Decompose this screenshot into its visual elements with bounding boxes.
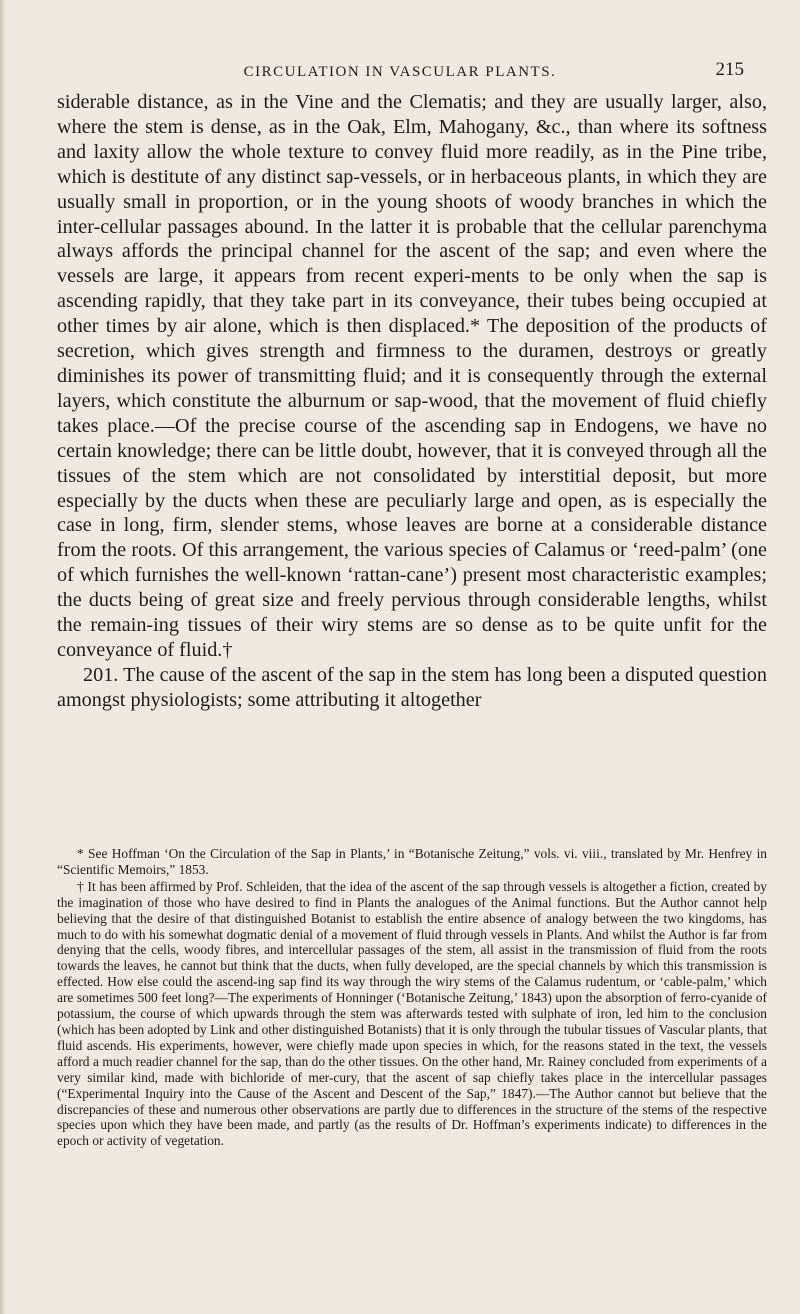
running-head: CIRCULATION IN VASCULAR PLANTS. bbox=[243, 64, 557, 80]
section-201-paragraph: 201. The cause of the ascent of the sap in the stem has long been a disputed question amongst physiologists; some attributing it altogether bbox=[57, 663, 767, 711]
page-header bbox=[0, 59, 800, 84]
footnote-dagger: † It has been affirmed by Prof. Schleiden, that the idea of the ascent of the sap through vessels is altogether a fiction, created by the imagination of those who have desired to find in Plants the analogues of the Animal functions. But the Author cannot help believing that the desire of that distinguished Botanist to establish the entire absence of analogy between the two kingdoms, has much to do with his somewhat dogmatic denial of a movement of fluid through vessels in Plants. And whilst the Author is far from denying that the cells, woody fibres, and intercellular passages of the stem, all assist in the transmission of fluid from the roots towards the leaves, he cannot but think that the ducts, when fully developed, are the special channels by which this transmission is effected. How else could the ascend-ing sap find its way through the wiry stems of the Calamus rudentum, or ‘cable-palm,’ which are sometimes 500 feet long?—The experiments of Honninger (‘Botanische Zeitung,’ 1843) upon the absorption of ferro-cyanide of potassium, the course of which upwards through the stem was afterwards tested with sulphate of iron, led him to the conclusion (which has been adopted by Link and other distinguished Botanists) that it is only through the tubular tissues of Vascular plants, that fluid ascends. His experiments, however, were chiefly made upon species in which, for the reasons stated in the text, the vessels afford a much readier channel for the sap, than do the other tissues. On the other hand, Mr. Rainey concluded from experiments of a very similar kind, made with bichloride of mer-cury, that the ascent of sap chiefly takes place in the intercellular passages (“Experimental Inquiry into the Cause of the Ascent and Descent of the Sap,” 1847).—The Author cannot but believe that the discrepancies of these and numerous other observations are partly due to differences in the structure of the stems of the respective species upon which they have been made, and partly (as the results of Dr. Hoffman’s experiments indicate) to differences in the epoch or activity of vegetation. bbox=[57, 878, 767, 1149]
footnote-star: * See Hoffman ‘On the Circulation of the Sap in Plants,’ in “Botanische Zeitung,” vols. vi. viii., translated by Mr. Henfrey in “Scientific Memoirs,” 1853. bbox=[57, 846, 767, 877]
footnotes bbox=[57, 846, 767, 1149]
main-text bbox=[57, 90, 767, 713]
page-number: 215 bbox=[715, 59, 744, 80]
binding-shadow bbox=[0, 0, 6, 1314]
body-paragraph-continued: siderable distance, as in the Vine and the Clematis; and they are usually larger, also, where the stem is dense, as in the Oak, Elm, Mahogany, &c., than where its softness and laxity allow the whole texture to convey fluid more readily, as in the Pine tribe, which is destitute of any distinct sap-vessels, or in herbaceous plants, in which they are usually small in proportion, or in the young shoots of woody branches in which the inter-cellular passages abound. In the latter it is probable that the cellular parenchyma always affords the principal channel for the ascent of the sap; and even where the vessels are large, it appears from recent experi-ments to be only when the sap is ascending rapidly, that they take part in its conveyance, their tubes being occupied at other times by air alone, which is then displaced.* The deposition of the products of secretion, which gives strength and firmness to the duramen, destroys or greatly diminishes its power of transmitting fluid; and it is consequently through the external layers, which constitute the alburnum or sap-wood, that the movement of fluid chiefly takes place.—Of the precise course of the ascending sap in Endogens, we have no certain knowledge; there can be little doubt, however, that it is conveyed through all the tissues of the stem which are not consolidated by interstitial deposit, but more especially by the ducts when these are peculiarly large and open, as is especially the case in long, firm, slender stems, whose leaves are borne at a considerable distance from the roots. Of this arrangement, the various species of Calamus or ‘reed-palm’ (one of which furnishes the well-known ‘rattan-cane’) present most characteristic examples; the ducts being of great size and freely pervious through considerable lengths, whilst the remain-ing tissues of their wiry stems are so dense as to be quite unfit for the conveyance of fluid.† bbox=[57, 91, 767, 661]
